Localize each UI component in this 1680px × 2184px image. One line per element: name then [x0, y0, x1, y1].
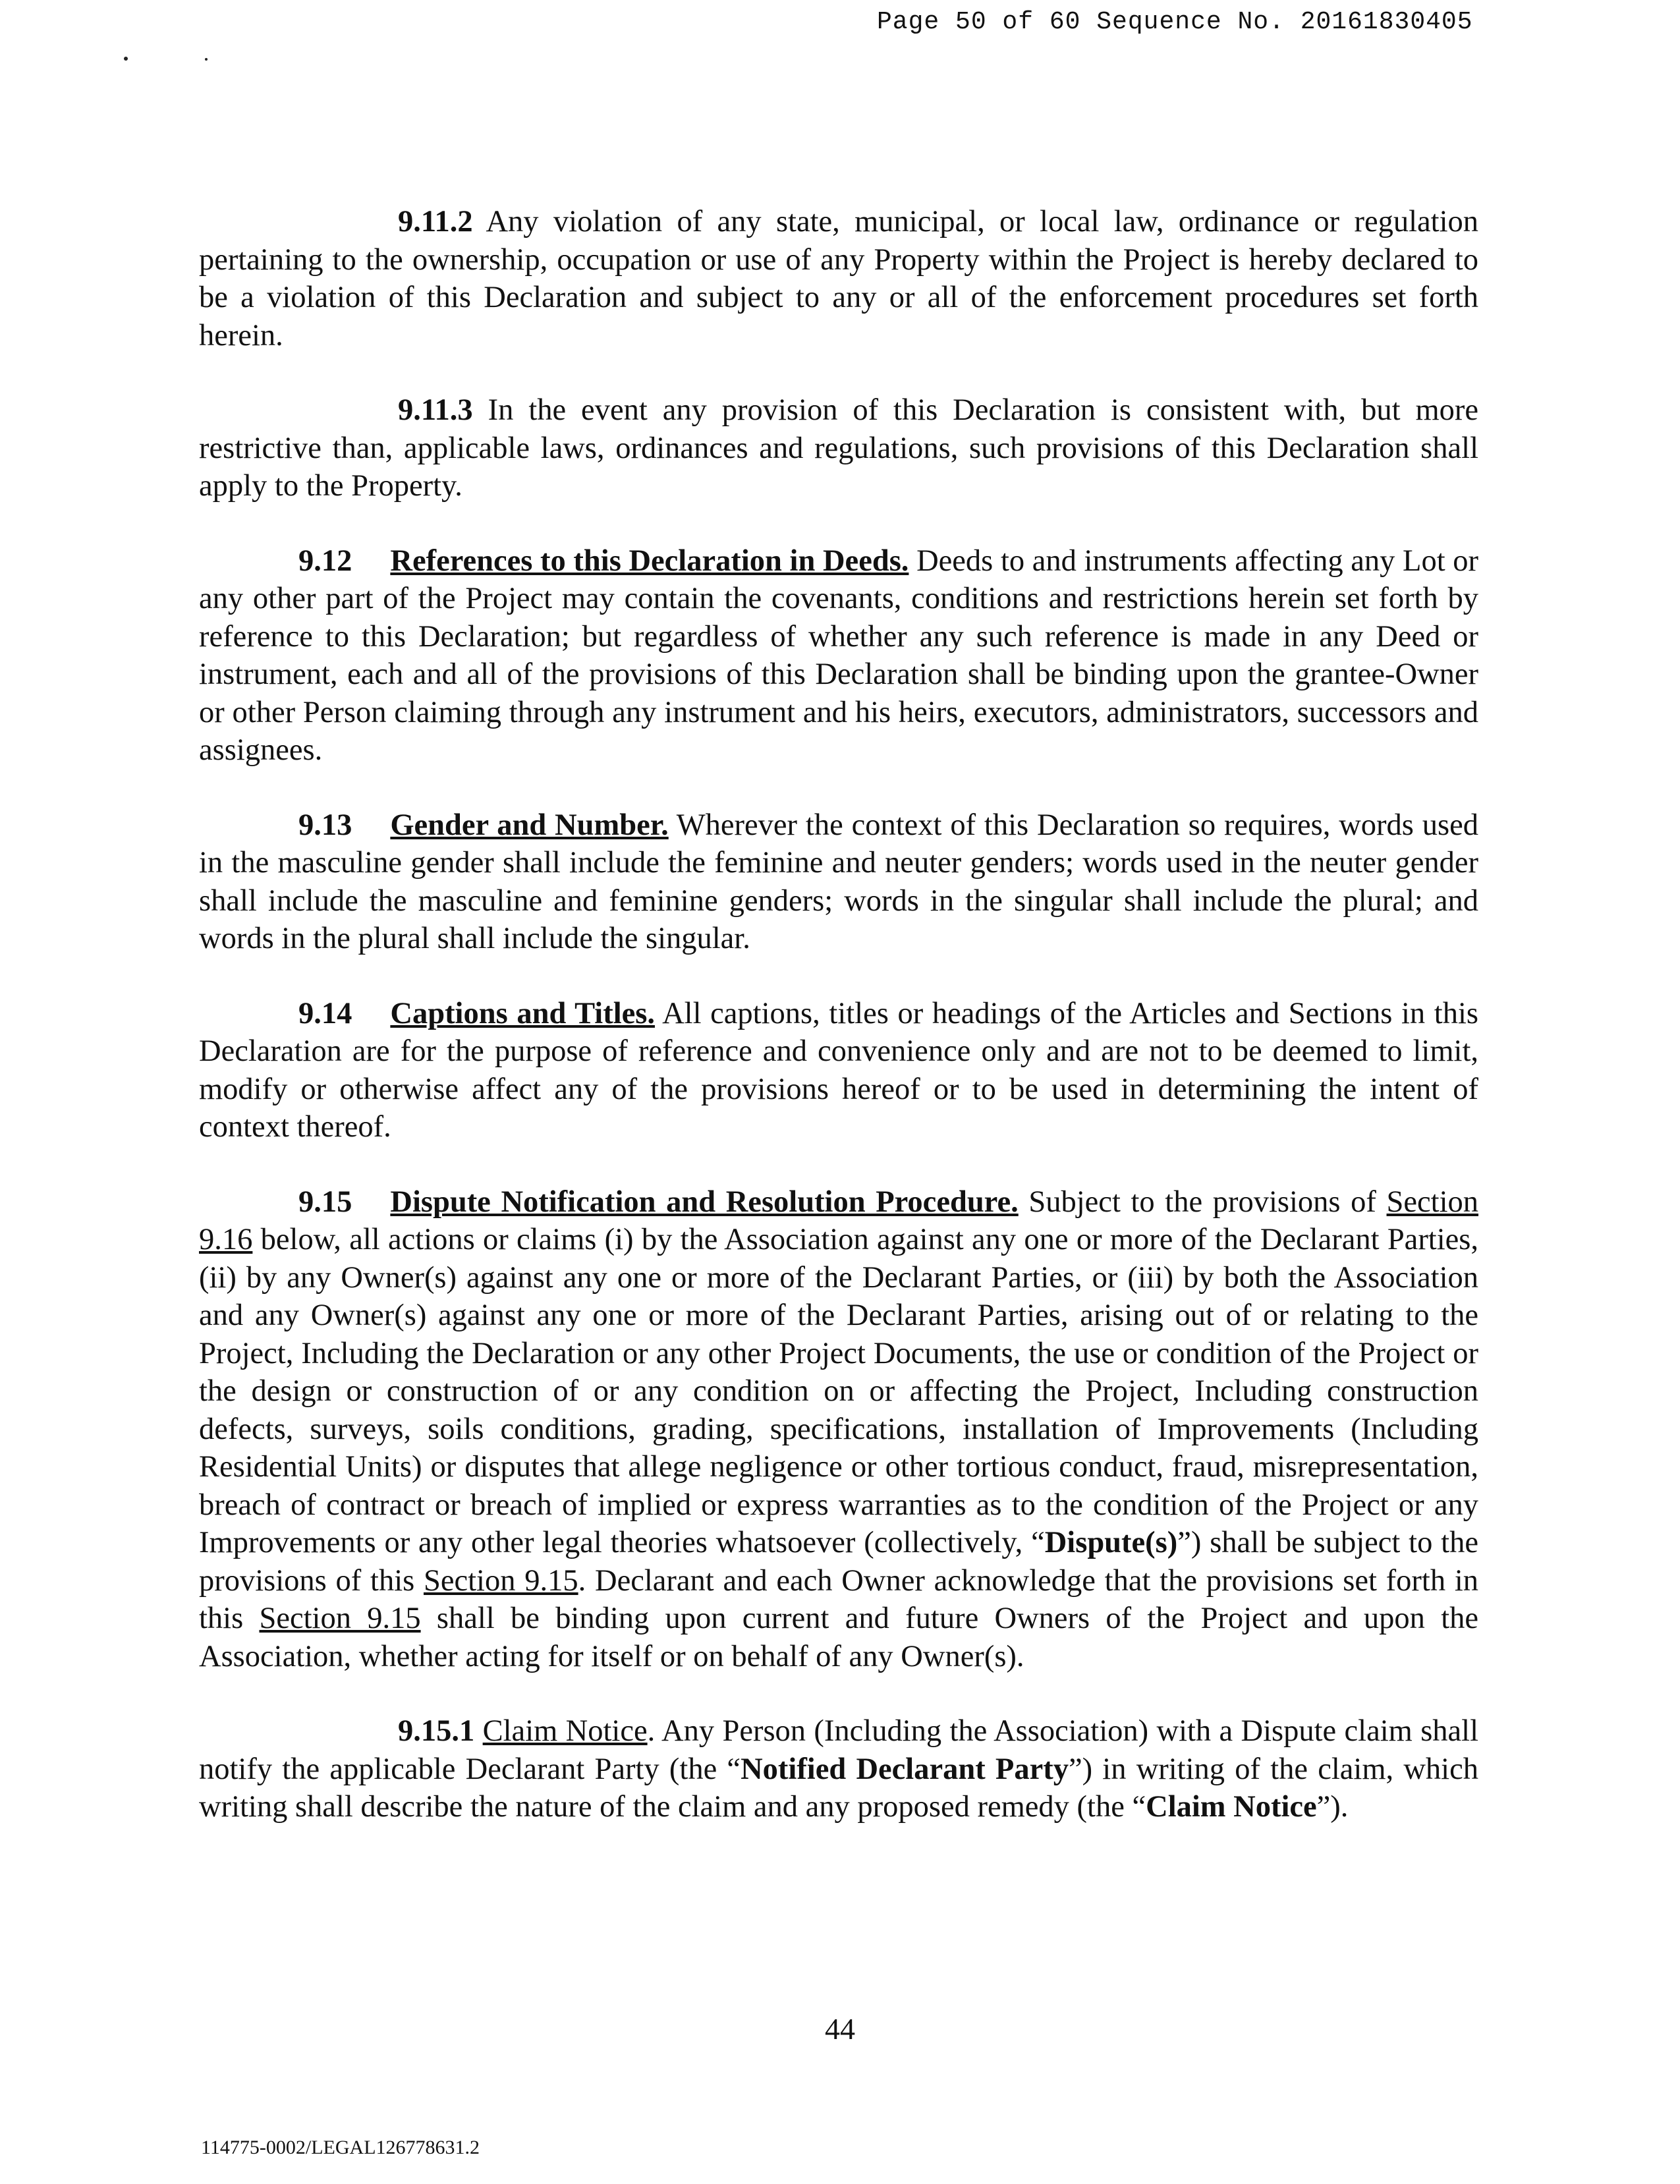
- section-heading: Gender and Number.: [390, 808, 669, 842]
- section-heading: Claim Notice: [482, 1714, 648, 1748]
- section-heading: Dispute Notification and Resolution Procedure.: [390, 1185, 1019, 1219]
- document-body: [199, 203, 1478, 1863]
- section-number: 9.13: [298, 808, 352, 842]
- section-number: 9.12: [298, 544, 352, 578]
- section-9-11-2: [199, 203, 1478, 354]
- section-text: Deeds to and instruments affecting any Lot or any other part of the Project may contain the covenants, conditions and restrictions herein set forth by reference to this Declaration; but regardless of whether any such reference is made in any Deed or instrument, each and all of the provisions of this Declaration shall be binding upon the grantee-Owner or other Person claiming through any instrument and his heirs, executors, administrators, successors and assignees.: [199, 544, 1479, 767]
- section-9-14: [199, 995, 1478, 1146]
- scan-speck: [205, 58, 208, 61]
- section-number: 9.14: [298, 996, 352, 1030]
- page-number: 44: [825, 2012, 855, 2046]
- section-text: Any violation of any state, municipal, or local law, ordinance or regulation pertaining to the ownership, occupation or use of any Property within the Project is hereby declared to be a violation of this Declaration and subject to any or all of the enforcement procedures set forth herein.: [199, 205, 1478, 352]
- section-number: 9.11.2: [398, 205, 473, 238]
- section-text: Wherever the context of this Declaration so requires, words used in the masculine gender shall include the feminine and neuter genders; words used in the neuter gender shall include the masculine and feminine genders; words in the singular shall include the plural; and words in the plural shall include the singular.: [199, 808, 1478, 955]
- defined-term: Notified Declarant Party: [741, 1752, 1069, 1786]
- header-stamp: Page 50 of 60 Sequence No. 20161830405: [877, 8, 1473, 36]
- section-9-15-1: [199, 1712, 1478, 1826]
- section-text: ”) shall be subject to the provisions of this: [199, 1526, 1478, 1598]
- section-text: Subject to the provisions of: [1028, 1185, 1376, 1219]
- section-text: ”).: [1316, 1790, 1349, 1824]
- section-reference: Section 9.15: [423, 1563, 578, 1598]
- section-heading: References to this Declaration in Deeds.: [390, 544, 909, 578]
- section-text: . Declarant and each Owner acknowledge that the provisions set forth in this: [199, 1563, 1479, 1635]
- section-text: . Any Person (Including the Association) with a Dispute claim shall notify the applicable Declarant Party (the “: [199, 1714, 1479, 1786]
- defined-term: Dispute(s): [1044, 1526, 1178, 1559]
- defined-term: Claim Notice: [1146, 1790, 1317, 1824]
- section-number: 9.15: [298, 1185, 352, 1219]
- section-9-13: [199, 806, 1478, 958]
- section-9-12: [199, 542, 1478, 770]
- section-text: shall be binding upon current and future Owners of the Project and upon the Association, whether acting for itself or on behalf of any Owner(s).: [199, 1602, 1479, 1673]
- section-text: In the event any provision of this Declaration is consistent with, but more restrictive than, applicable laws, ordinances and regulations, such provisions of this Declaration shall apply to the Property.: [199, 393, 1478, 503]
- section-text: below, all actions or claims (i) by the Association against any one or more of the Declarant Parties, (ii) by any Owner(s) against any one or more of the Declarant Parties, or (iii) by both the Association and any Owner(s) against any one or more of the Declarant Parties, arising out of or relating to the Project, Including the Declaration or any other Project Documents, the use or condition of the Project or the design or construction of or any condition on or affecting the Project, Including construction defects, surveys, soils conditions, grading, specifications, installation of Improvements (Including Residential Units) or disputes that allege negligence or other tortious conduct, fraud, misrepresentation, breach of contract or breach of implied or express warranties as to the condition of the Project or any Improvements or any other legal theories whatsoever (collectively, “: [199, 1223, 1478, 1559]
- section-9-11-3: [199, 391, 1478, 505]
- section-reference: Section 9.15: [259, 1602, 421, 1635]
- section-text: ”) in writing of the claim, which writing shall describe the nature of the claim and any proposed remedy (the “: [199, 1752, 1478, 1824]
- section-text: All captions, titles or headings of the Articles and Sections in this Declaration are for the purpose of reference and convenience only and are not to be deemed to limit, modify or otherwise affect any of the provisions hereof or to be used in determining the intent of context thereof.: [199, 996, 1478, 1144]
- scan-speck: [124, 57, 128, 61]
- section-heading: Captions and Titles.: [390, 996, 655, 1030]
- section-number: 9.11.3: [398, 393, 473, 427]
- document-id: 114775-0002/LEGAL126778631.2: [201, 2137, 480, 2158]
- section-reference: Section 9.16: [199, 1185, 1479, 1256]
- section-number: 9.15.1: [398, 1714, 475, 1748]
- section-9-15: [199, 1183, 1478, 1676]
